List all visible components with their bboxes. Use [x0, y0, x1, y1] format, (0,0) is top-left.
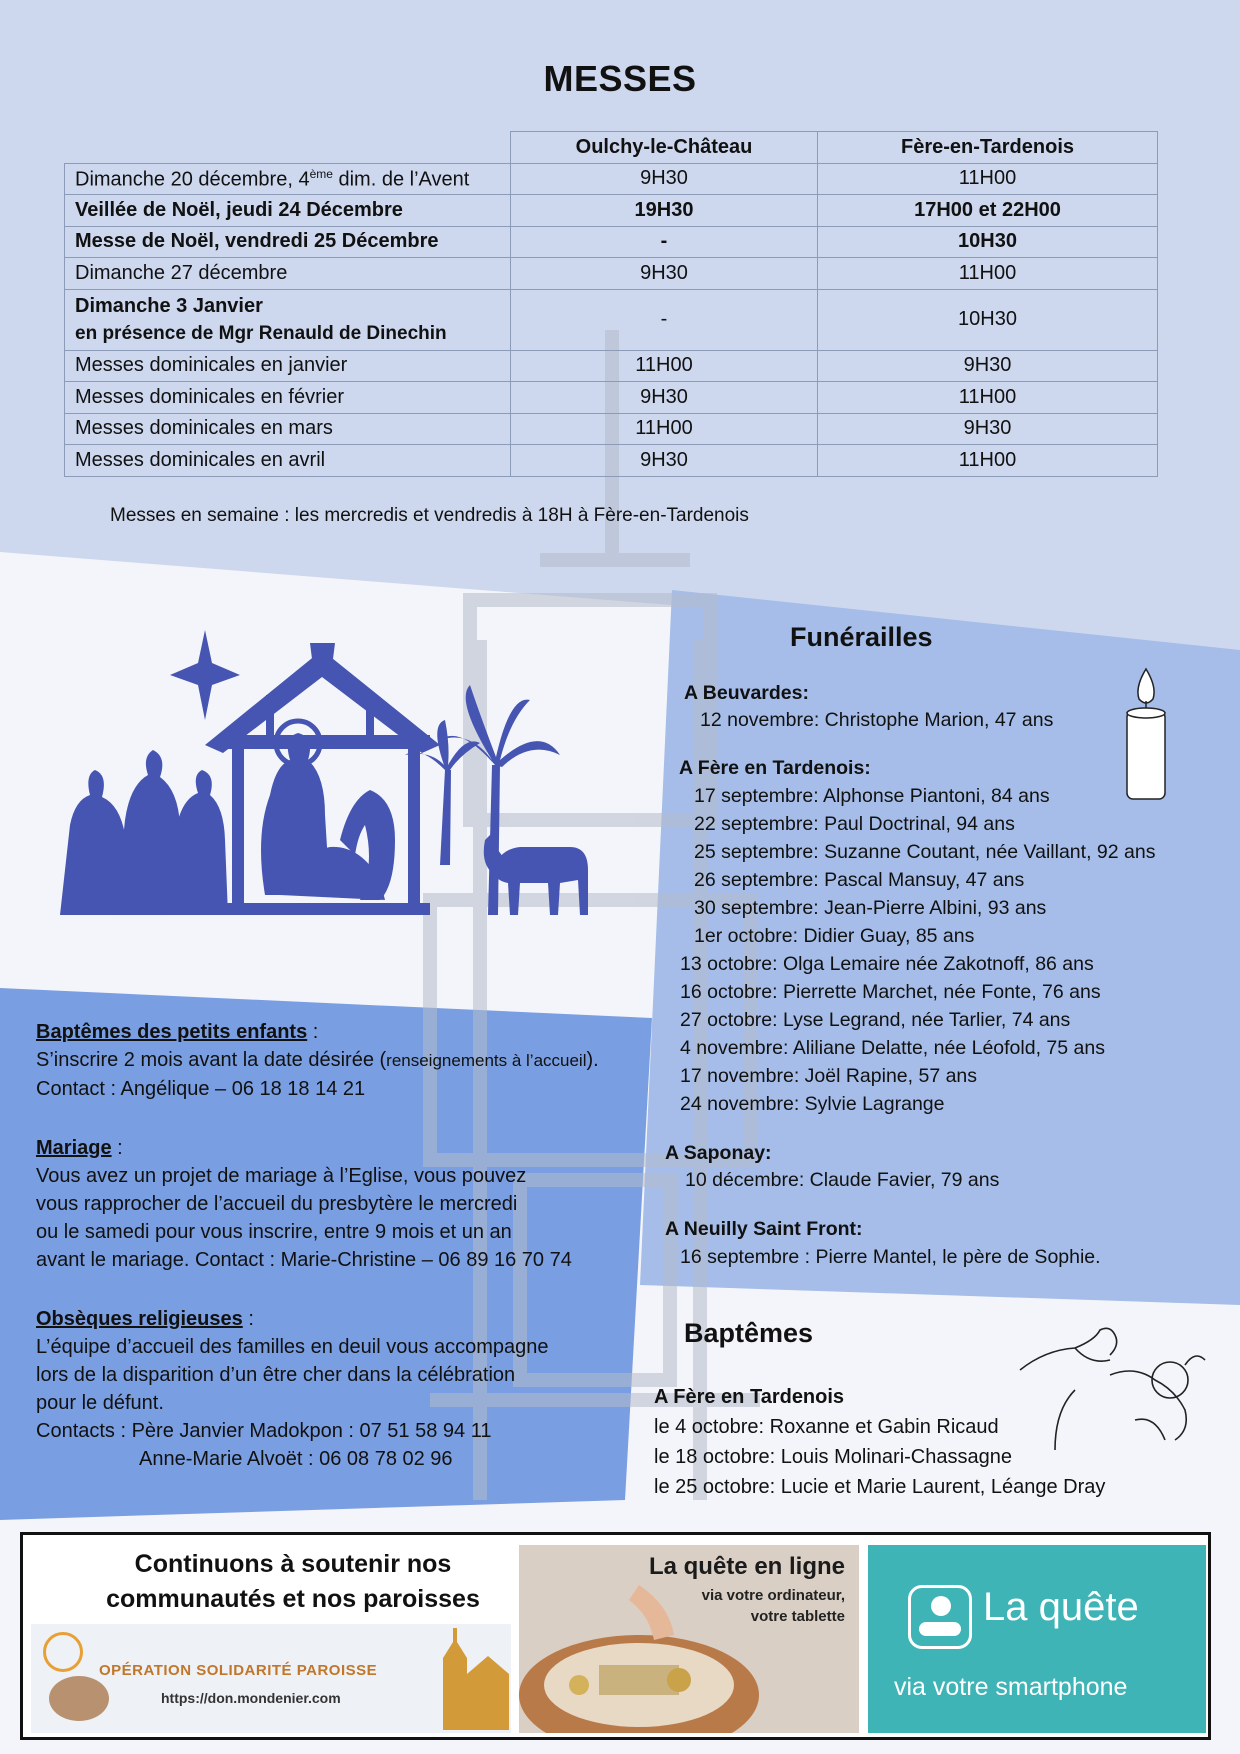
- quete-smartphone-banner[interactable]: La quête via votre smartphone: [868, 1545, 1206, 1733]
- list-item: 16 octobre: Pierrette Marchet, née Fonte, 76 ans: [680, 981, 1101, 1003]
- footer-title: Continuons à soutenir nos communautés et nos paroisses: [106, 1550, 480, 1613]
- table-row: [65, 195, 1158, 227]
- contacts-line-1: Contacts : Père Janvier Madokpon : 07 51 58 94 11: [36, 1420, 492, 1442]
- baptism-sketch-icon: [1015, 1320, 1210, 1450]
- fere-time: 9H30: [818, 350, 1158, 382]
- list-item: 16 septembre : Pierre Mantel, le père de Sophie.: [680, 1246, 1101, 1268]
- table-header-row: [65, 132, 1158, 164]
- header-oulchy: Oulchy-le-Château: [511, 132, 818, 164]
- logo-icon: [43, 1632, 83, 1672]
- hand-coin-icon: [908, 1585, 972, 1649]
- table-row: [65, 289, 1158, 350]
- row-label: Messes dominicales en mars: [65, 413, 511, 445]
- table-row: [65, 350, 1158, 382]
- mass-schedule-table: [64, 131, 1158, 477]
- list-item: le 4 octobre: Roxanne et Gabin Ricaud: [654, 1416, 999, 1438]
- list-item: 10 décembre: Claude Favier, 79 ans: [685, 1169, 1000, 1191]
- baptemes-title: Baptêmes: [684, 1318, 814, 1348]
- info-block: Baptêmes des petits enfants : S’inscrire 2 mois avant la date désirée (renseignements à l’accueil). Contact : Angélique – 06 18 18 14 21 Mariage : Vous avez un projet de mariage à l’Eglise, vous pouvez vous rapprocher de l’accueil du presbytère le mercredi ou le samedi pour vous inscrire, entre 9 mois et un an avant le mariage. Contact : Marie-Christine – 06 89 16 70 74 Obsèques religieuses : L’équipe d’accueil des familles en deuil vous accompagne lors de la disparition d’un être cher dans la célébration pour le défunt. Contacts : Père Janvier Madokpon : 07 51 58 94 11 Anne-Marie Alvoët : 06 08 78 02 96: [36, 1018, 646, 1473]
- table-row: [65, 226, 1158, 258]
- oulchy-time: 9H30: [511, 382, 818, 414]
- funerailles-fere-title: A Fère en Tardenois:: [679, 757, 871, 779]
- oulchy-time: 11H00: [511, 413, 818, 445]
- list-item: le 25 octobre: Lucie et Marie Laurent, Léange Dray: [654, 1476, 1106, 1498]
- basket-icon: [49, 1676, 109, 1721]
- baptemes-enfants-title: Baptêmes des petits enfants: [36, 1021, 308, 1043]
- list-item: 22 septembre: Paul Doctrinal, 94 ans: [694, 813, 1015, 835]
- candle-icon: [1115, 665, 1177, 805]
- fere-time: 10H30: [818, 289, 1158, 350]
- list-item: 17 septembre: Alphonse Piantoni, 84 ans: [694, 785, 1050, 807]
- fere-time: 11H00: [818, 445, 1158, 477]
- table-row: [65, 413, 1158, 445]
- oulchy-time: 9H30: [511, 258, 818, 290]
- solidarite-paroisse-banner[interactable]: OPÉRATION SOLIDARITÉ PAROISSE https://don.mondenier.com: [31, 1624, 511, 1733]
- oulchy-time: -: [511, 226, 818, 258]
- list-item: 17 novembre: Joël Rapine, 57 ans: [680, 1065, 978, 1087]
- table-row: [65, 445, 1158, 477]
- table-row: [65, 258, 1158, 290]
- oulchy-time: 19H30: [511, 195, 818, 227]
- list-item: 4 novembre: Aliliane Delatte, née Léofold, 75 ans: [680, 1037, 1105, 1059]
- list-item: 24 novembre: Sylvie Lagrange: [680, 1093, 945, 1115]
- header-fere: Fère-en-Tardenois: [818, 132, 1158, 164]
- funerailles-saponay-title: A Saponay:: [665, 1142, 772, 1164]
- row-label: Messes dominicales en janvier: [65, 350, 511, 382]
- oulchy-time: 11H00: [511, 350, 818, 382]
- fere-time: 11H00: [818, 163, 1158, 195]
- list-item: 13 octobre: Olga Lemaire née Zakotnoff, 86 ans: [680, 953, 1094, 975]
- contacts-line-2: Anne-Marie Alvoët : 06 08 78 02 96: [139, 1448, 453, 1470]
- row-label: Dimanche 3 Janvier en présence de Mgr Renauld de Dinechin: [65, 289, 511, 350]
- list-item: le 18 octobre: Louis Molinari-Chassagne: [654, 1446, 1012, 1468]
- list-item: 27 octobre: Lyse Legrand, née Tarlier, 74 ans: [680, 1009, 1071, 1031]
- row-label: Dimanche 27 décembre: [65, 258, 511, 290]
- funerailles-title: Funérailles: [790, 622, 933, 652]
- funerailles-neuilly-title: A Neuilly Saint Front:: [665, 1218, 863, 1240]
- list-item: 25 septembre: Suzanne Coutant, née Vaillant, 92 ans: [694, 841, 1156, 863]
- obseques-title: Obsèques religieuses: [36, 1308, 243, 1330]
- bapt-contact: Contact : Angélique – 06 18 18 14 21: [36, 1078, 366, 1100]
- mariage-title: Mariage: [36, 1137, 112, 1159]
- list-item: 12 novembre: Christophe Marion, 47 ans: [700, 709, 1054, 731]
- baptemes-place: A Fère en Tardenois: [654, 1386, 845, 1408]
- quete-en-ligne-banner[interactable]: La quête en ligne via votre ordinateur, votre tablette: [519, 1545, 859, 1733]
- oulchy-time: 9H30: [511, 163, 818, 195]
- fere-time: 9H30: [818, 413, 1158, 445]
- church-icon: [423, 1628, 509, 1730]
- nativity-scene-icon: [40, 625, 610, 920]
- list-item: 1er octobre: Didier Guay, 85 ans: [694, 925, 975, 947]
- fere-time: 11H00: [818, 382, 1158, 414]
- fere-time: 17H00 et 22H00: [818, 195, 1158, 227]
- row-label: Messes dominicales en février: [65, 382, 511, 414]
- fere-time: 10H30: [818, 226, 1158, 258]
- row-label: Veillée de Noël, jeudi 24 Décembre: [65, 195, 511, 227]
- list-item: 26 septembre: Pascal Mansuy, 47 ans: [694, 869, 1025, 891]
- page-title: MESSES: [543, 58, 697, 99]
- table-row: [65, 382, 1158, 414]
- weekday-mass-note: Messes en semaine : les mercredis et vendredis à 18H à Fère-en-Tardenois: [110, 505, 749, 526]
- row-label: Dimanche 20 décembre, 4ème dim. de l’Avent: [65, 163, 511, 195]
- oulchy-time: -: [511, 289, 818, 350]
- row-label: Messes dominicales en avril: [65, 445, 511, 477]
- funerailles-beuvardes-title: A Beuvardes:: [684, 682, 809, 704]
- oulchy-time: 9H30: [511, 445, 818, 477]
- footer-banner: [20, 1532, 1211, 1740]
- row-label: Messe de Noël, vendredi 25 Décembre: [65, 226, 511, 258]
- fere-time: 11H00: [818, 258, 1158, 290]
- table-row: [65, 163, 1158, 195]
- list-item: 30 septembre: Jean-Pierre Albini, 93 ans: [694, 897, 1047, 919]
